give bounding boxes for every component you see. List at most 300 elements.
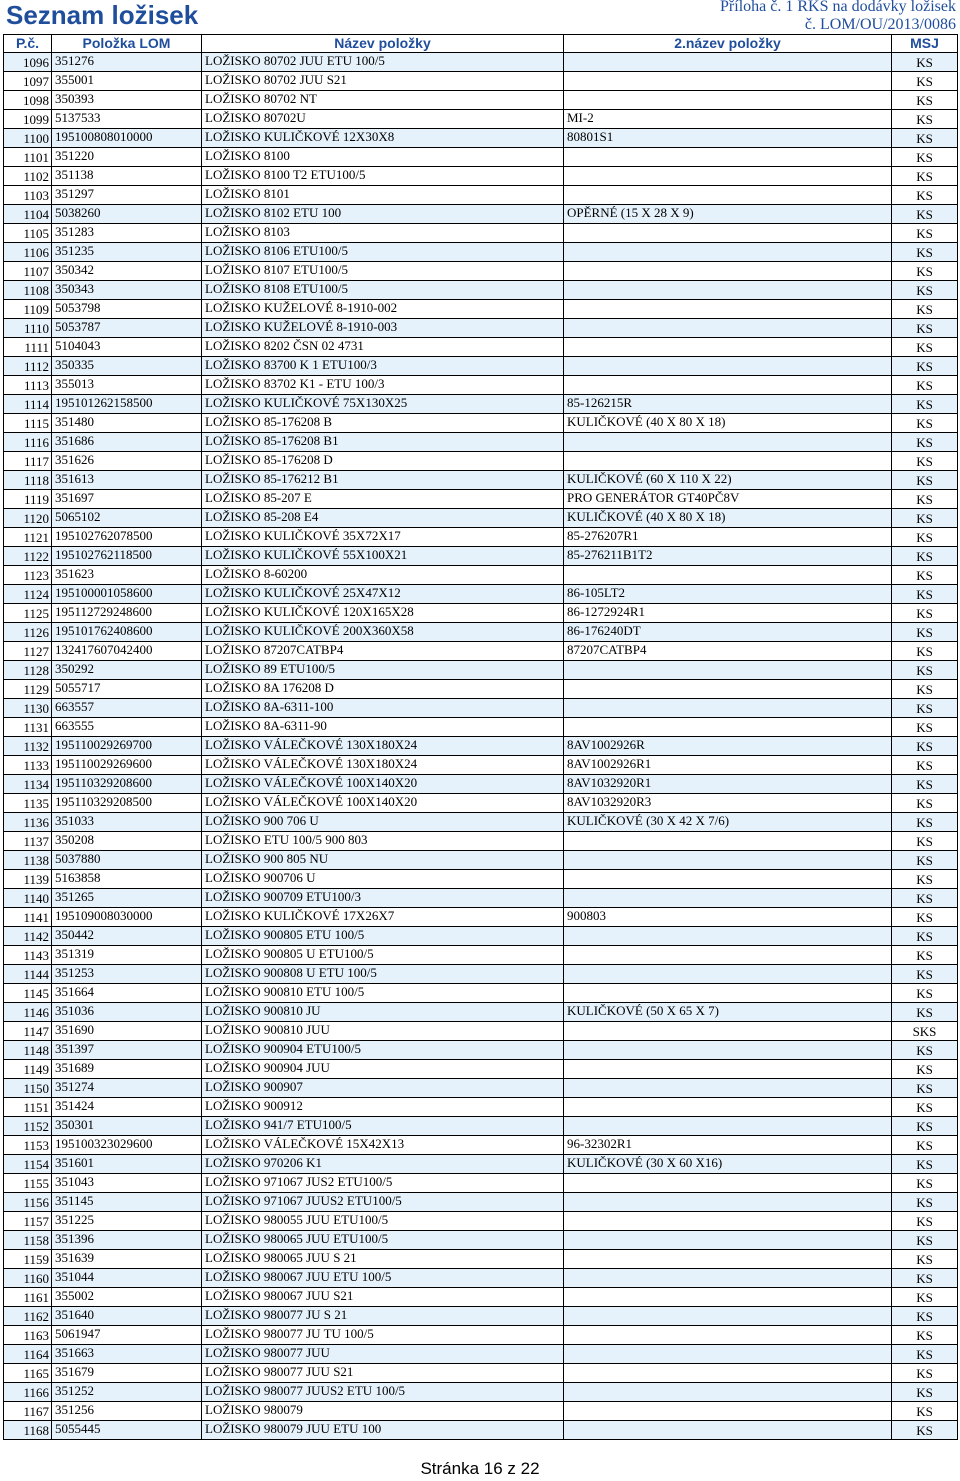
table-row xyxy=(4,224,958,243)
second-name-cell xyxy=(564,1269,892,1288)
row-number-cell: 1151 xyxy=(4,1098,52,1117)
unit-cell: KS xyxy=(892,224,958,243)
unit-cell: KS xyxy=(892,661,958,680)
item-code-cell: 195100323029600 xyxy=(52,1136,202,1155)
unit-cell: KS xyxy=(892,91,958,110)
unit-cell: KS xyxy=(892,756,958,775)
item-code-cell: 351623 xyxy=(52,566,202,585)
item-name-cell: LOŽISKO 8102 ETU 100 xyxy=(202,205,564,224)
unit-cell: KS xyxy=(892,186,958,205)
item-name-cell: LOŽISKO 8100 T2 ETU100/5 xyxy=(202,167,564,186)
second-name-cell xyxy=(564,889,892,908)
table-row xyxy=(4,718,958,737)
unit-cell: KS xyxy=(892,1060,958,1079)
unit-cell: KS xyxy=(892,851,958,870)
second-name-cell xyxy=(564,262,892,281)
row-number-cell: 1143 xyxy=(4,946,52,965)
second-name-cell: 85-126215R xyxy=(564,395,892,414)
item-name-cell: LOŽISKO 8101 xyxy=(202,186,564,205)
table-row xyxy=(4,946,958,965)
item-code-cell: 5163858 xyxy=(52,870,202,889)
unit-cell: KS xyxy=(892,509,958,528)
row-number-cell: 1102 xyxy=(4,167,52,186)
unit-cell: KS xyxy=(892,1402,958,1421)
row-number-cell: 1147 xyxy=(4,1022,52,1041)
table-row xyxy=(4,357,958,376)
second-name-cell xyxy=(564,680,892,699)
item-name-cell: LOŽISKO 900912 xyxy=(202,1098,564,1117)
item-code-cell: 351319 xyxy=(52,946,202,965)
row-number-cell: 1100 xyxy=(4,129,52,148)
second-name-cell xyxy=(564,661,892,680)
unit-cell: KS xyxy=(892,243,958,262)
row-number-cell: 1152 xyxy=(4,1117,52,1136)
second-name-cell: OPĚRNÉ (15 X 28 X 9) xyxy=(564,205,892,224)
table-row xyxy=(4,1003,958,1022)
item-code-cell: 351235 xyxy=(52,243,202,262)
second-name-cell: 80801S1 xyxy=(564,129,892,148)
item-code-cell: 355002 xyxy=(52,1288,202,1307)
table-row xyxy=(4,1250,958,1269)
item-code-cell: 663557 xyxy=(52,699,202,718)
second-name-cell: KULIČKOVÉ (40 X 80 X 18) xyxy=(564,509,892,528)
column-header-number: P.č. xyxy=(4,35,52,53)
item-code-cell: 351283 xyxy=(52,224,202,243)
item-name-cell: LOŽISKO KULIČKOVÉ 17X26X7 xyxy=(202,908,564,927)
item-name-cell: LOŽISKO 8A 176208 D xyxy=(202,680,564,699)
item-name-cell: LOŽISKO 900904 JUU xyxy=(202,1060,564,1079)
unit-cell: KS xyxy=(892,1307,958,1326)
unit-cell: KS xyxy=(892,167,958,186)
unit-cell: KS xyxy=(892,1326,958,1345)
item-name-cell: LOŽISKO 8107 ETU100/5 xyxy=(202,262,564,281)
item-name-cell: LOŽISKO 85-176212 B1 xyxy=(202,471,564,490)
unit-cell: KS xyxy=(892,433,958,452)
table-row xyxy=(4,414,958,433)
item-code-cell: 350301 xyxy=(52,1117,202,1136)
row-number-cell: 1159 xyxy=(4,1250,52,1269)
annex-label: Příloha č. 1 RKS na dodávky ložisek xyxy=(720,0,956,15)
second-name-cell: 8AV1032920R1 xyxy=(564,775,892,794)
item-code-cell: 351265 xyxy=(52,889,202,908)
row-number-cell: 1157 xyxy=(4,1212,52,1231)
item-code-cell: 355013 xyxy=(52,376,202,395)
row-number-cell: 1142 xyxy=(4,927,52,946)
row-number-cell: 1133 xyxy=(4,756,52,775)
table-body xyxy=(4,53,958,1440)
item-code-cell: 351639 xyxy=(52,1250,202,1269)
unit-cell: KS xyxy=(892,1288,958,1307)
item-code-cell: 351664 xyxy=(52,984,202,1003)
row-number-cell: 1168 xyxy=(4,1421,52,1440)
second-name-cell xyxy=(564,1174,892,1193)
unit-cell: KS xyxy=(892,623,958,642)
table-row xyxy=(4,338,958,357)
row-number-cell: 1112 xyxy=(4,357,52,376)
item-name-cell: LOŽISKO 980067 JUU ETU 100/5 xyxy=(202,1269,564,1288)
second-name-cell: KULIČKOVÉ (40 X 80 X 18) xyxy=(564,414,892,433)
second-name-cell: 96-32302R1 xyxy=(564,1136,892,1155)
second-name-cell: 900803 xyxy=(564,908,892,927)
item-name-cell: LOŽISKO 980077 JU S 21 xyxy=(202,1307,564,1326)
item-code-cell: 351252 xyxy=(52,1383,202,1402)
item-name-cell: LOŽISKO KUŽELOVÉ 8-1910-002 xyxy=(202,300,564,319)
unit-cell: KS xyxy=(892,452,958,471)
table-row xyxy=(4,1307,958,1326)
second-name-cell: 86-1272924R1 xyxy=(564,604,892,623)
item-code-cell: 195102762078500 xyxy=(52,528,202,547)
item-name-cell: LOŽISKO 8-60200 xyxy=(202,566,564,585)
item-code-cell: 351145 xyxy=(52,1193,202,1212)
item-name-cell: LOŽISKO 8108 ETU100/5 xyxy=(202,281,564,300)
unit-cell: KS xyxy=(892,870,958,889)
item-name-cell: LOŽISKO 980079 JUU ETU 100 xyxy=(202,1421,564,1440)
item-name-cell: LOŽISKO 971067 JUS2 ETU100/5 xyxy=(202,1174,564,1193)
unit-cell: KS xyxy=(892,1003,958,1022)
row-number-cell: 1127 xyxy=(4,642,52,661)
item-code-cell: 5061947 xyxy=(52,1326,202,1345)
table-row xyxy=(4,471,958,490)
second-name-cell xyxy=(564,281,892,300)
item-code-cell: 351220 xyxy=(52,148,202,167)
unit-cell: KS xyxy=(892,1364,958,1383)
unit-cell: KS xyxy=(892,148,958,167)
second-name-cell xyxy=(564,148,892,167)
row-number-cell: 1096 xyxy=(4,53,52,72)
item-name-cell: LOŽISKO 8100 xyxy=(202,148,564,167)
item-name-cell: LOŽISKO 900 706 U xyxy=(202,813,564,832)
row-number-cell: 1154 xyxy=(4,1155,52,1174)
unit-cell: KS xyxy=(892,585,958,604)
item-code-cell: 350292 xyxy=(52,661,202,680)
unit-cell: KS xyxy=(892,680,958,699)
item-code-cell: 350393 xyxy=(52,91,202,110)
table-row xyxy=(4,984,958,1003)
second-name-cell xyxy=(564,1212,892,1231)
table-row xyxy=(4,110,958,129)
item-code-cell: 351626 xyxy=(52,452,202,471)
unit-cell: KS xyxy=(892,1250,958,1269)
table-row xyxy=(4,604,958,623)
second-name-cell: 8AV1002926R xyxy=(564,737,892,756)
table-row xyxy=(4,1079,958,1098)
item-code-cell: 5065102 xyxy=(52,509,202,528)
table-row xyxy=(4,490,958,509)
item-code-cell: 195100808010000 xyxy=(52,129,202,148)
unit-cell: KS xyxy=(892,908,958,927)
item-code-cell: 351686 xyxy=(52,433,202,452)
item-code-cell: 351601 xyxy=(52,1155,202,1174)
row-number-cell: 1105 xyxy=(4,224,52,243)
row-number-cell: 1167 xyxy=(4,1402,52,1421)
item-name-cell: LOŽISKO 900904 ETU100/5 xyxy=(202,1041,564,1060)
second-name-cell: MI-2 xyxy=(564,110,892,129)
row-number-cell: 1120 xyxy=(4,509,52,528)
unit-cell: KS xyxy=(892,946,958,965)
item-name-cell: LOŽISKO VÁLEČKOVÉ 100X140X20 xyxy=(202,775,564,794)
unit-cell: KS xyxy=(892,319,958,338)
table-row xyxy=(4,262,958,281)
item-code-cell: 351663 xyxy=(52,1345,202,1364)
item-code-cell: 351044 xyxy=(52,1269,202,1288)
row-number-cell: 1099 xyxy=(4,110,52,129)
row-number-cell: 1110 xyxy=(4,319,52,338)
item-name-cell: LOŽISKO 8202 ČSN 02 4731 xyxy=(202,338,564,357)
table-row xyxy=(4,1364,958,1383)
row-number-cell: 1164 xyxy=(4,1345,52,1364)
item-code-cell: 355001 xyxy=(52,72,202,91)
row-number-cell: 1121 xyxy=(4,528,52,547)
item-code-cell: 5137533 xyxy=(52,110,202,129)
second-name-cell xyxy=(564,718,892,737)
table-row xyxy=(4,205,958,224)
item-name-cell: LOŽISKO KULIČKOVÉ 75X130X25 xyxy=(202,395,564,414)
item-name-cell: LOŽISKO KULIČKOVÉ 55X100X21 xyxy=(202,547,564,566)
second-name-cell xyxy=(564,1041,892,1060)
unit-cell: KS xyxy=(892,984,958,1003)
row-number-cell: 1140 xyxy=(4,889,52,908)
row-number-cell: 1139 xyxy=(4,870,52,889)
row-number-cell: 1156 xyxy=(4,1193,52,1212)
table-row xyxy=(4,1041,958,1060)
table-row xyxy=(4,300,958,319)
unit-cell: KS xyxy=(892,775,958,794)
column-header-second-name: 2.název položky xyxy=(564,35,892,53)
item-name-cell: LOŽISKO KUŽELOVÉ 8-1910-003 xyxy=(202,319,564,338)
table-row xyxy=(4,870,958,889)
second-name-cell xyxy=(564,72,892,91)
second-name-cell xyxy=(564,186,892,205)
item-name-cell: LOŽISKO 980077 JUU S21 xyxy=(202,1364,564,1383)
item-code-cell: 351138 xyxy=(52,167,202,186)
item-name-cell: LOŽISKO 85-207 E xyxy=(202,490,564,509)
item-code-cell: 351397 xyxy=(52,1041,202,1060)
second-name-cell xyxy=(564,53,892,72)
item-code-cell: 132417607042400 xyxy=(52,642,202,661)
second-name-cell xyxy=(564,1117,892,1136)
column-header-item-code: Položka LOM xyxy=(52,35,202,53)
second-name-cell: 87207CATBP4 xyxy=(564,642,892,661)
second-name-cell xyxy=(564,965,892,984)
row-number-cell: 1165 xyxy=(4,1364,52,1383)
unit-cell: KS xyxy=(892,1269,958,1288)
item-name-cell: LOŽISKO VÁLEČKOVÉ 15X42X13 xyxy=(202,1136,564,1155)
row-number-cell: 1162 xyxy=(4,1307,52,1326)
item-name-cell: LOŽISKO 900709 ETU100/3 xyxy=(202,889,564,908)
table-row xyxy=(4,889,958,908)
row-number-cell: 1138 xyxy=(4,851,52,870)
unit-cell: KS xyxy=(892,642,958,661)
bearings-table xyxy=(3,34,958,1440)
item-code-cell: 351274 xyxy=(52,1079,202,1098)
item-name-cell: LOŽISKO 900810 ETU 100/5 xyxy=(202,984,564,1003)
table-row xyxy=(4,908,958,927)
item-name-cell: LOŽISKO 900706 U xyxy=(202,870,564,889)
row-number-cell: 1119 xyxy=(4,490,52,509)
row-number-cell: 1124 xyxy=(4,585,52,604)
item-name-cell: LOŽISKO 980067 JUU S21 xyxy=(202,1288,564,1307)
second-name-cell xyxy=(564,300,892,319)
unit-cell: KS xyxy=(892,376,958,395)
item-name-cell: LOŽISKO KULIČKOVÉ 25X47X12 xyxy=(202,585,564,604)
second-name-cell xyxy=(564,699,892,718)
unit-cell: KS xyxy=(892,1421,958,1440)
unit-cell: KS xyxy=(892,1212,958,1231)
item-name-cell: LOŽISKO 8106 ETU100/5 xyxy=(202,243,564,262)
second-name-cell xyxy=(564,1421,892,1440)
table-row xyxy=(4,1117,958,1136)
table-row xyxy=(4,851,958,870)
table-row xyxy=(4,1136,958,1155)
item-code-cell: 5055445 xyxy=(52,1421,202,1440)
row-number-cell: 1128 xyxy=(4,661,52,680)
item-code-cell: 5038260 xyxy=(52,205,202,224)
unit-cell: KS xyxy=(892,1098,958,1117)
table-row xyxy=(4,813,958,832)
unit-cell: KS xyxy=(892,1193,958,1212)
table-row xyxy=(4,1326,958,1345)
row-number-cell: 1141 xyxy=(4,908,52,927)
item-code-cell: 350442 xyxy=(52,927,202,946)
column-header-item-name: Název položky xyxy=(202,35,564,53)
table-row xyxy=(4,395,958,414)
unit-cell: KS xyxy=(892,547,958,566)
unit-cell: KS xyxy=(892,395,958,414)
unit-cell: KS xyxy=(892,1136,958,1155)
table-row xyxy=(4,927,958,946)
item-name-cell: LOŽISKO 80702 JUU S21 xyxy=(202,72,564,91)
unit-cell: KS xyxy=(892,566,958,585)
unit-cell: KS xyxy=(892,281,958,300)
row-number-cell: 1146 xyxy=(4,1003,52,1022)
item-code-cell: 195110029269600 xyxy=(52,756,202,775)
row-number-cell: 1144 xyxy=(4,965,52,984)
item-name-cell: LOŽISKO 80702 JUU ETU 100/5 xyxy=(202,53,564,72)
unit-cell: KS xyxy=(892,718,958,737)
unit-cell: KS xyxy=(892,813,958,832)
unit-cell: KS xyxy=(892,110,958,129)
second-name-cell xyxy=(564,91,892,110)
item-code-cell: 351043 xyxy=(52,1174,202,1193)
second-name-cell xyxy=(564,1402,892,1421)
second-name-cell: 8AV1032920R3 xyxy=(564,794,892,813)
item-name-cell: LOŽISKO 85-176208 B xyxy=(202,414,564,433)
item-code-cell: 195100001058600 xyxy=(52,585,202,604)
item-name-cell: LOŽISKO 900805 U ETU100/5 xyxy=(202,946,564,965)
document-title: Seznam ložisek xyxy=(6,0,199,30)
item-code-cell: 351396 xyxy=(52,1231,202,1250)
unit-cell: KS xyxy=(892,262,958,281)
row-number-cell: 1126 xyxy=(4,623,52,642)
second-name-cell xyxy=(564,1345,892,1364)
second-name-cell xyxy=(564,851,892,870)
row-number-cell: 1107 xyxy=(4,262,52,281)
second-name-cell: 86-176240DT xyxy=(564,623,892,642)
item-code-cell: 350342 xyxy=(52,262,202,281)
table-row xyxy=(4,281,958,300)
table-row xyxy=(4,167,958,186)
item-name-cell: LOŽISKO 8A-6311-100 xyxy=(202,699,564,718)
item-name-cell: LOŽISKO VÁLEČKOVÉ 130X180X24 xyxy=(202,737,564,756)
table-row xyxy=(4,1155,958,1174)
table-row xyxy=(4,1212,958,1231)
unit-cell: KS xyxy=(892,300,958,319)
row-number-cell: 1145 xyxy=(4,984,52,1003)
item-name-cell: LOŽISKO 900907 xyxy=(202,1079,564,1098)
table-row xyxy=(4,53,958,72)
second-name-cell: 86-105LT2 xyxy=(564,585,892,604)
unit-cell: KS xyxy=(892,1383,958,1402)
reference-number: č. LOM/OU/2013/0086 xyxy=(804,16,956,33)
second-name-cell xyxy=(564,832,892,851)
item-name-cell: LOŽISKO 900 805 NU xyxy=(202,851,564,870)
unit-cell: KS xyxy=(892,1117,958,1136)
row-number-cell: 1153 xyxy=(4,1136,52,1155)
item-name-cell: LOŽISKO 85-176208 D xyxy=(202,452,564,471)
row-number-cell: 1137 xyxy=(4,832,52,851)
unit-cell: KS xyxy=(892,1174,958,1193)
table-row xyxy=(4,509,958,528)
unit-cell: KS xyxy=(892,205,958,224)
second-name-cell xyxy=(564,338,892,357)
row-number-cell: 1136 xyxy=(4,813,52,832)
item-code-cell: 195109008030000 xyxy=(52,908,202,927)
item-code-cell: 195112729248600 xyxy=(52,604,202,623)
second-name-cell xyxy=(564,357,892,376)
second-name-cell: KULIČKOVÉ (50 X 65 X 7) xyxy=(564,1003,892,1022)
row-number-cell: 1131 xyxy=(4,718,52,737)
item-name-cell: LOŽISKO 980065 JUU ETU100/5 xyxy=(202,1231,564,1250)
table-header-row xyxy=(4,35,958,53)
item-name-cell: LOŽISKO 89 ETU100/5 xyxy=(202,661,564,680)
table-row xyxy=(4,186,958,205)
row-number-cell: 1109 xyxy=(4,300,52,319)
row-number-cell: 1122 xyxy=(4,547,52,566)
row-number-cell: 1129 xyxy=(4,680,52,699)
table-row xyxy=(4,91,958,110)
item-name-cell: LOŽISKO 8103 xyxy=(202,224,564,243)
item-name-cell: LOŽISKO 941/7 ETU100/5 xyxy=(202,1117,564,1136)
table-row xyxy=(4,775,958,794)
second-name-cell xyxy=(564,1288,892,1307)
row-number-cell: 1149 xyxy=(4,1060,52,1079)
row-number-cell: 1163 xyxy=(4,1326,52,1345)
item-code-cell: 5053798 xyxy=(52,300,202,319)
table-row xyxy=(4,148,958,167)
table-row xyxy=(4,1345,958,1364)
item-code-cell: 195110329208600 xyxy=(52,775,202,794)
item-name-cell: LOŽISKO 980055 JUU ETU100/5 xyxy=(202,1212,564,1231)
item-name-cell: LOŽISKO KULIČKOVÉ 200X360X58 xyxy=(202,623,564,642)
table-row xyxy=(4,699,958,718)
item-name-cell: LOŽISKO 900805 ETU 100/5 xyxy=(202,927,564,946)
table-row xyxy=(4,243,958,262)
item-name-cell: LOŽISKO 980077 JUUS2 ETU 100/5 xyxy=(202,1383,564,1402)
table-row xyxy=(4,566,958,585)
item-code-cell: 351480 xyxy=(52,414,202,433)
row-number-cell: 1130 xyxy=(4,699,52,718)
unit-cell: KS xyxy=(892,1155,958,1174)
item-code-cell: 351256 xyxy=(52,1402,202,1421)
item-code-cell: 195102762118500 xyxy=(52,547,202,566)
item-name-cell: LOŽISKO ETU 100/5 900 803 xyxy=(202,832,564,851)
table-row xyxy=(4,1269,958,1288)
item-code-cell: 351276 xyxy=(52,53,202,72)
item-name-cell: LOŽISKO 80702U xyxy=(202,110,564,129)
page-header xyxy=(0,0,960,34)
item-name-cell: LOŽISKO 970206 K1 xyxy=(202,1155,564,1174)
second-name-cell: KULIČKOVÉ (60 X 110 X 22) xyxy=(564,471,892,490)
